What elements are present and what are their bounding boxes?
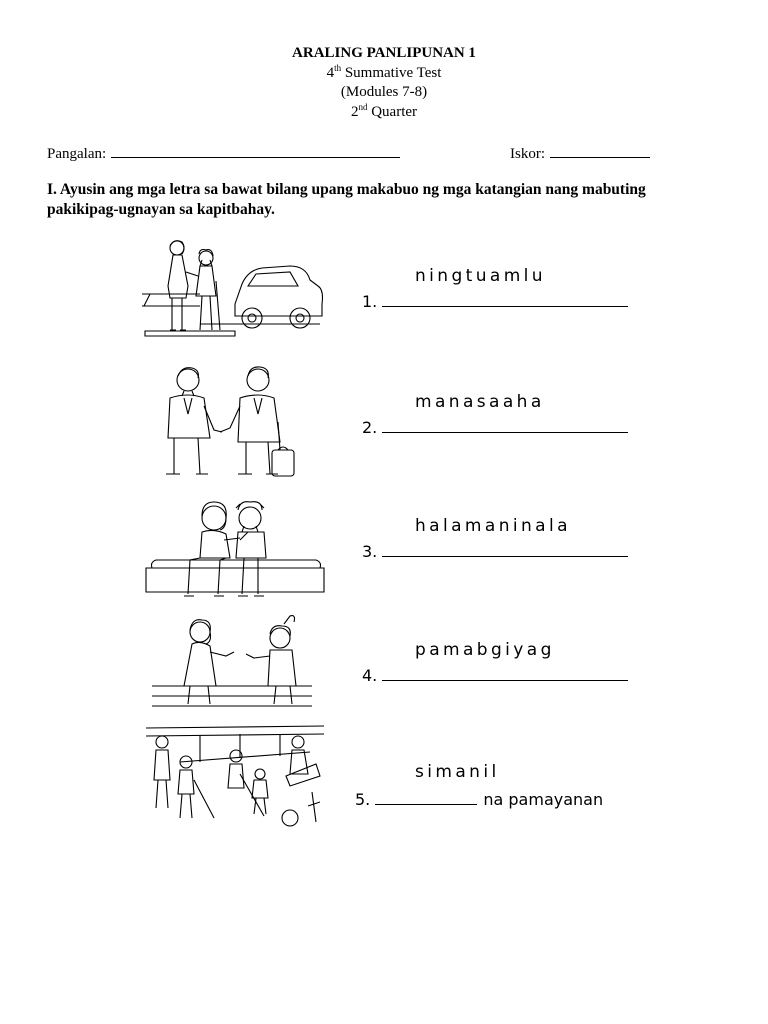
name-field-group	[47, 143, 400, 163]
item-4	[0, 612, 768, 732]
quarter-label: Quarter	[367, 103, 418, 120]
helping-cross-street-illustration	[140, 236, 330, 352]
name-label: Pangalan:	[47, 146, 107, 162]
answer-row	[362, 292, 628, 311]
item-number: 3.	[362, 542, 378, 561]
handshake-illustration	[140, 362, 330, 478]
scrambled-word: halamaninala	[415, 516, 571, 536]
test-number: 4	[326, 64, 335, 81]
score-blank-line[interactable]	[550, 143, 650, 158]
answer-row	[355, 790, 603, 809]
comforting-friend-illustration	[140, 488, 330, 604]
score-label: Iskor:	[510, 146, 545, 162]
item-1	[0, 236, 768, 356]
quarter-ordinal: nd	[358, 101, 368, 112]
item-number: 4.	[362, 666, 378, 685]
answer-blank-line[interactable]	[382, 418, 628, 433]
test-title	[0, 64, 768, 84]
neighbours-talking-illustration	[140, 612, 330, 728]
scrambled-word: manasaaha	[415, 392, 545, 412]
name-blank-line[interactable]	[111, 143, 400, 158]
answer-blank-line[interactable]	[375, 790, 477, 805]
answer-row	[362, 418, 628, 437]
answer-blank-line[interactable]	[382, 292, 628, 307]
worksheet-header	[0, 44, 768, 122]
scrambled-word: simanil	[415, 762, 500, 782]
answer-blank-line[interactable]	[382, 542, 628, 557]
test-ordinal: th	[334, 62, 342, 73]
item-3	[0, 488, 768, 608]
item-2	[0, 362, 768, 482]
answer-row	[362, 542, 628, 561]
scrambled-word: ningtuamlu	[415, 266, 546, 286]
answer-row	[362, 666, 628, 685]
instructions-text: I. Ayusin ang mga letra sa bawat bilang upang makabuo ng mga katangian nang mabuting pakikipag-ugnayan sa kapitbahay.	[47, 181, 646, 218]
item-number: 5.	[355, 790, 371, 809]
answer-blank-line[interactable]	[382, 666, 628, 681]
quarter-title	[0, 103, 768, 123]
test-label: Summative Test	[341, 64, 442, 81]
item-number: 2.	[362, 418, 378, 437]
modules-label: (Modules 7-8)	[340, 84, 428, 100]
scrambled-word: pamabgiyag	[415, 640, 555, 660]
item-number: 1.	[362, 292, 378, 311]
score-field-group	[510, 143, 650, 163]
answer-suffix: na pamayanan	[483, 790, 604, 809]
item-5	[0, 722, 768, 842]
subject-title: ARALING PANLIPUNAN 1	[292, 45, 476, 61]
community-cleanup-illustration	[140, 722, 330, 838]
quarter-number: 2	[350, 103, 359, 120]
